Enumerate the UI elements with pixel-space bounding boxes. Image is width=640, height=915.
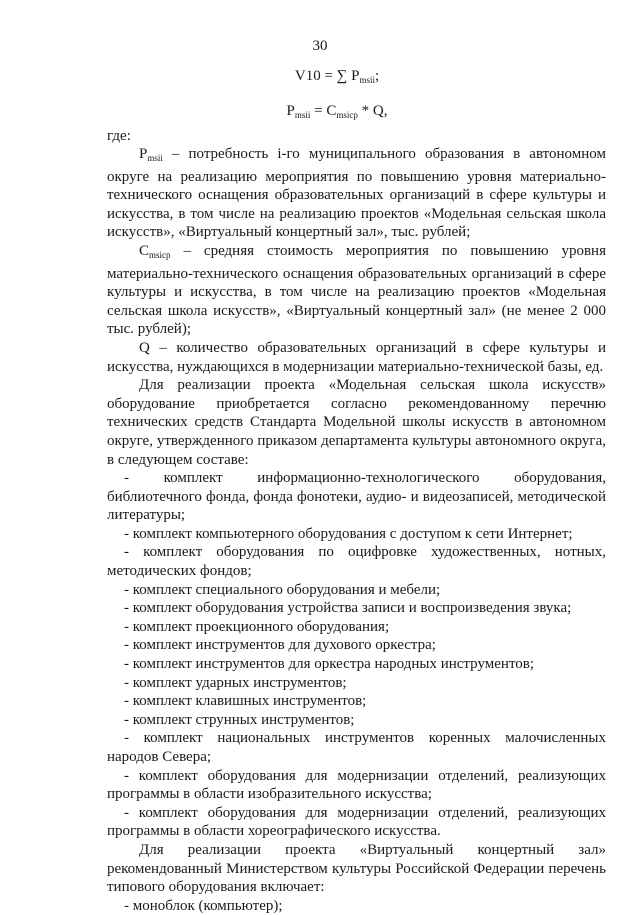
definition-q: Q – количество образовательных организаций в сфере культуры и искусства, нуждающихся в модернизации материально-технической базы, ед. xyxy=(107,339,606,375)
project1-item: - комплект компьютерного оборудования с доступом к сети Интернет; xyxy=(124,525,573,542)
definition-c xyxy=(107,242,606,339)
project1-item: - комплект инструментов для оркестра народных инструментов; xyxy=(124,656,535,673)
definition-c-text: – средняя стоимость мероприятия по повышению уровня материально-технического оснащения образовательных организаций в сфере культуры и искусства, в том числе на реализацию проектов «Модельная сельская школа искусств», «Виртуальный концертный зал» (не менее 2 000 тыс. рублей); xyxy=(107,242,606,338)
formula-product xyxy=(0,103,640,120)
project2-intro: Для реализации проекта «Виртуальный концертный зал» рекомендованный Министерством культуры Российской Федерации перечень типового оборудования включает: xyxy=(107,841,606,896)
project1-item: - комплект оборудования для модернизации отделений, реализующих программы в области хореографического искусства. xyxy=(107,804,606,840)
formula-product-c-sub: msicp xyxy=(336,110,358,120)
project1-item: - комплект оборудования устройства записи и воспроизведения звука; xyxy=(124,600,572,617)
project1-item: - комплект оборудования по оцифровке художественных, нотных, методических фондов; xyxy=(107,544,606,580)
project1-item: - комплект струнных инструментов; xyxy=(124,711,355,728)
project1-item: - комплект национальных инструментов коренных малочисленных народов Севера; xyxy=(107,730,606,765)
document-body xyxy=(107,145,606,915)
project1-item: - комплект оборудования для модернизации отделений, реализующих программы в области изобразительного искусства; xyxy=(107,767,606,803)
definition-p-text: – потребность i-го муниципального образования в автономном округе на реализацию мероприятия по повышению уровня материально-технического оснащения образовательных организаций в сфере культуры и искусства, в том числе на реализацию проектов «Модельная сельская школа искусств», «Виртуальный концертный зал», тыс. рублей; xyxy=(107,146,606,241)
project2-item: - моноблок (компьютер); xyxy=(124,897,283,914)
project1-item: - комплект специального оборудования и мебели; xyxy=(124,581,441,598)
formula-product-p: P xyxy=(286,103,295,119)
definition-p xyxy=(107,145,606,242)
project1-intro: Для реализации проекта «Модельная сельская школа искусств» оборудование приобретается согласно рекомендованному перечню технических средств Стандарта Модельной школы искусств в автономном округе, утвержденного приказом департамента культуры автономного округа, в следующем составе: xyxy=(107,377,606,468)
definition-p-sub: msii xyxy=(147,153,163,163)
project1-item: - комплект ударных инструментов; xyxy=(124,674,347,691)
formula-product-p-sub: msii xyxy=(294,110,311,120)
formula-product-mid: = C xyxy=(310,103,337,119)
formula-product-tail: * Q, xyxy=(357,103,388,119)
formula-sum-sub: msii xyxy=(359,75,375,85)
page-number: 30 xyxy=(312,38,328,54)
formula-sum-tail: ; xyxy=(374,68,380,84)
definition-c-sub: msicp xyxy=(149,249,171,260)
project1-item: - комплект информационно-технологического оборудования, библиотечного фонда, фонда фонотеки, аудио- и видеозаписей, методической литературы; xyxy=(107,470,606,524)
definition-p-symbol: P xyxy=(139,146,148,162)
project1-item: - комплект инструментов для духового оркестра; xyxy=(124,637,436,654)
definition-c-symbol: C xyxy=(139,242,150,259)
formula-sum xyxy=(0,68,640,85)
formula-sum-lhs: V10 = ∑ P xyxy=(294,68,360,84)
project1-item: - комплект клавишных инструментов; xyxy=(124,693,367,710)
where-label: где: xyxy=(107,128,131,144)
project1-item: - комплект проекционного оборудования; xyxy=(124,618,390,635)
